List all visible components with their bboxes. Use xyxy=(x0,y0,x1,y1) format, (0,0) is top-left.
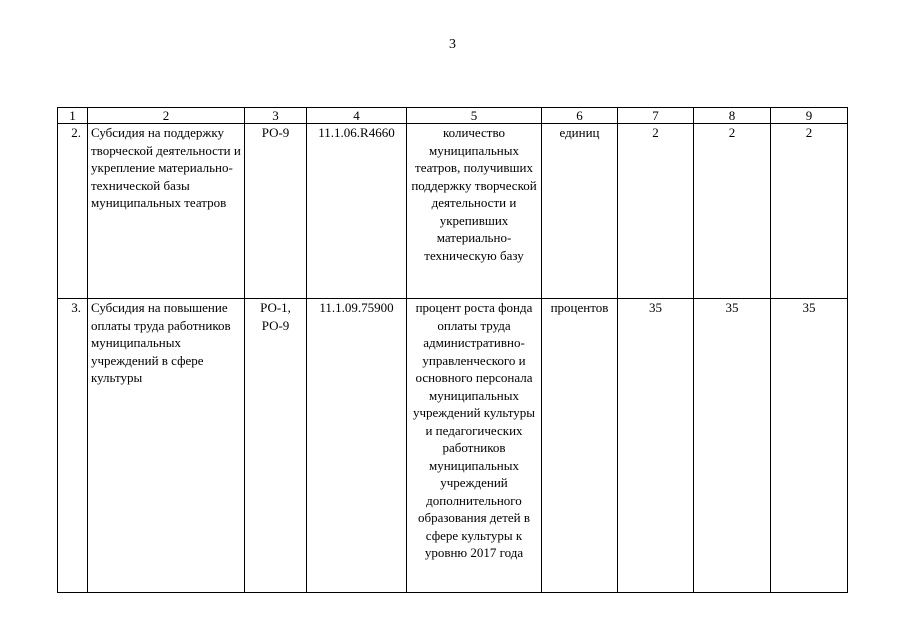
responsible-code: РО-1, РО-9 xyxy=(245,299,307,593)
header-cell-1: 1 xyxy=(58,108,88,124)
responsible-code: РО-9 xyxy=(245,124,307,299)
table-header-row xyxy=(58,108,848,124)
value-col-8: 2 xyxy=(694,124,771,299)
value-col-9: 2 xyxy=(771,124,848,299)
value-col-7: 2 xyxy=(618,124,694,299)
header-cell-3: 3 xyxy=(245,108,307,124)
unit-of-measure: единиц xyxy=(542,124,618,299)
table-row xyxy=(58,299,848,593)
header-cell-9: 9 xyxy=(771,108,848,124)
table-row xyxy=(58,124,848,299)
row-number: 3. xyxy=(58,299,88,593)
unit-of-measure: процентов xyxy=(542,299,618,593)
indicator-description: процент роста фонда оплаты труда административно-управленческого и основного персонала муниципальных учреждений культуры и педагогических работников муниципальных учреждений дополнительного образования детей в сфере культуры к уровню 2017 года xyxy=(407,299,542,593)
header-cell-6: 6 xyxy=(542,108,618,124)
row-number: 2. xyxy=(58,124,88,299)
value-col-8: 35 xyxy=(694,299,771,593)
budget-classifier: 11.1.06.R4660 xyxy=(307,124,407,299)
budget-classifier: 11.1.09.75900 xyxy=(307,299,407,593)
page-number: 3 xyxy=(449,37,456,52)
indicator-description: количество муниципальных театров, получивших поддержку творческой деятельности и укрепивших материально-техническую базу xyxy=(407,124,542,299)
header-cell-4: 4 xyxy=(307,108,407,124)
header-cell-8: 8 xyxy=(694,108,771,124)
header-cell-2: 2 xyxy=(88,108,245,124)
subsidy-name: Субсидия на повышение оплаты труда работников муниципальных учреждений в сфере культуры xyxy=(88,299,245,593)
subsidy-table xyxy=(57,107,848,593)
subsidy-name: Субсидия на поддержку творческой деятельности и укрепление материально-технической базы муниципальных театров xyxy=(88,124,245,299)
header-cell-7: 7 xyxy=(618,108,694,124)
header-cell-5: 5 xyxy=(407,108,542,124)
value-col-9: 35 xyxy=(771,299,848,593)
value-col-7: 35 xyxy=(618,299,694,593)
